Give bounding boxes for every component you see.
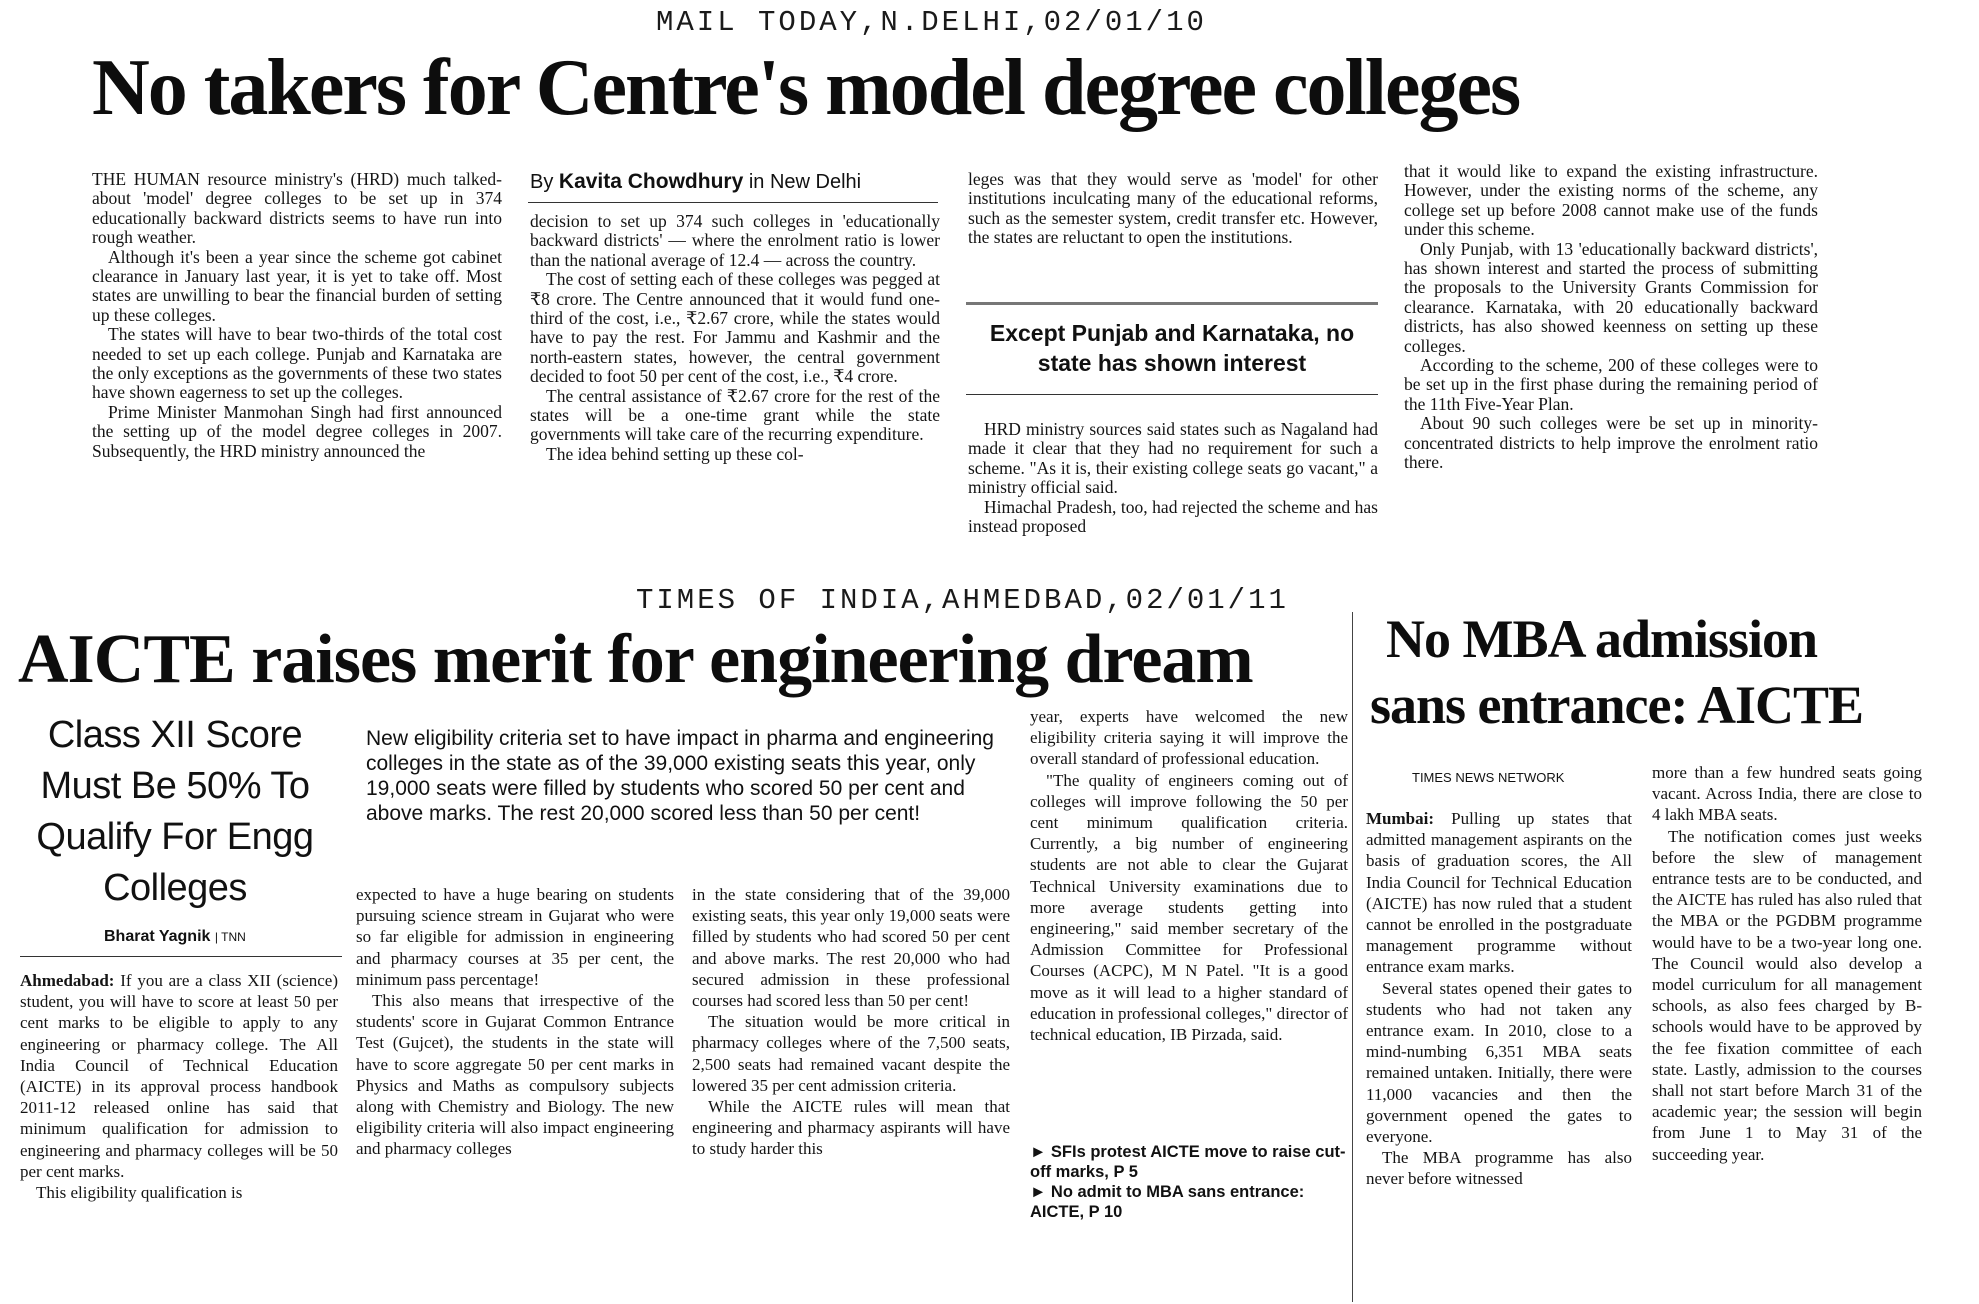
aicte-byline (104, 928, 246, 946)
mba-headline-line-2: sans entrance: AICTE (1370, 675, 1864, 735)
paragraph: Several states opened their gates to students who had not taken any entrance exam. In 2010, close to a mind-numbing 6,351 MBA seats remained untaken. Initially, there were 11,000 vacancies and then the government opened the gates to everyone. (1366, 978, 1632, 1147)
paragraph: The states will have to bear two-thirds of the total cost needed to set up each college. Punjab and Karnataka are the only exceptions as the governments of these two states have shown eagerness to set up the colleges. (92, 324, 502, 403)
paragraph: more than a few hundred seats going vacant. Across India, there are close to 4 lakh MBA seats. (1652, 763, 1922, 825)
paragraph: THE HUMAN resource ministry's (HRD) much talked-about 'model' degree colleges to be set up in 374 educationally backward districts seems to have run into rough weather. (92, 169, 502, 248)
paragraph: About 90 such colleges were be set up in minority-concentrated districts to help improve the enrolment ratio there. (1404, 413, 1818, 473)
byline-author: Kavita Chowdhury (558, 170, 744, 193)
paragraph: The MBA programme has also never before witnessed (1366, 1148, 1632, 1189)
column-divider (1352, 612, 1353, 1302)
top-byline (530, 170, 861, 194)
aicte-deck: New eligibility criteria set to have impact in pharma and engineering colleges in the state as of the 39,000 existing seats this year, only 19,000 seats were filled by students who scored 50 per cent and above marks. The rest 20,000 scored less than 50 per cent! (366, 727, 994, 825)
paragraph: expected to have a huge bearing on students pursuing science stream in Gujarat who were so far eligible for admission in engineering and pharmacy courses at 35 per cent, the minimum pass percentage! (356, 885, 674, 989)
paragraph: that it would like to expand the existing infrastructure. However, under the existing norms of the scheme, any college set up before 2008 cannot make use of the funds under this scheme. (1404, 161, 1818, 240)
class12-box: Class XII Score Must Be 50% To Qualify For Engg Colleges (36, 714, 314, 909)
aicte-dateline: TIMES OF INDIA,AHMEDBAD,02/01/11 (636, 584, 1289, 617)
aicte-related-links (1030, 1142, 1348, 1222)
mba-col-2 (1652, 762, 1922, 1165)
paragraph: Himachal Pradesh, too, had rejected the scheme and has instead proposed (968, 496, 1378, 537)
paragraph-text: If you are a class XII (science) student, you will have to score at least 50 per cent marks to be eligible to apply to any engineering or pharmacy college. The All India Council of Technical Education (AICTE) in its approval process handbook 2011-12 released online has said that minimum qualification for admission to engineering and pharmacy colleges will be 50 per cent marks. (20, 971, 339, 1181)
aicte-col-1 (20, 970, 338, 1203)
aicte-col-2 (356, 884, 674, 1160)
paragraph: Although it's been a year since the scheme got cabinet clearance in January last year, it is yet to take off. Most states are unwilling to bear the financial burden of setting up these colleges. (92, 246, 502, 325)
paragraph: decision to set up 374 such colleges in 'educationally backward districts' — where the enrolment ratio is lower than the national average of 12.4 — across the country. (530, 211, 940, 270)
related-link[interactable]: ► SFIs protest AICTE move to raise cut-off marks, P 5 (1030, 1143, 1346, 1181)
paragraph: Only Punjab, with 13 'educationally backward districts', has shown interest and started the process of submitting the proposals to the University Grants Commission for clearance. Karnataka, with 20 educationally backward districts, has also showed keenness on setting up these colleges. (1404, 238, 1818, 356)
paragraph-text: Pulling up states that admitted management aspirants on the basis of graduation scores, the All India Council for Technical Education (AICTE) has now ruled that a student cannot be enrolled in the postgraduate management programme without entrance exam marks. (1366, 809, 1632, 977)
top-col-2 (530, 212, 940, 464)
aicte-col-4 (1030, 706, 1348, 1045)
paragraph: The idea behind setting up these col- (546, 443, 804, 464)
byline-tag: | TNN (214, 930, 246, 944)
byline-suffix: in New Delhi (748, 171, 862, 193)
byline-rule (528, 202, 938, 203)
paragraph: Prime Minister Manmohan Singh had first announced the setting up of the model degree colleges in 2007. Subsequently, the HRD ministry announced the (92, 401, 502, 461)
paragraph: According to the scheme, 200 of these colleges were to be set up in the first phase during the remaining period of the 11th Five-Year Plan. (1404, 355, 1818, 414)
top-col-3-lower (968, 420, 1378, 536)
top-pullquote: Except Punjab and Karnataka, no state has shown interest (989, 320, 1355, 376)
paragraph (20, 970, 338, 1182)
paragraph: The notification comes just weeks before the slew of management entrance tests are to be conducted, and the AICTE has ruled has also ruled that the MBA or the PGDBM programme would have to be a two-year long one. The Council would also develop a model curriculum for all management schools, as also fees charged by B-schools would have to be approved by the fee fixation committee of each state. Lastly, admission to the courses shall not start before March 31 of the academic year; the session will begin from June 1 to May 31 of the succeeding year. (1652, 826, 1922, 1164)
pullquote-rule-top (966, 302, 1378, 305)
top-col-4 (1404, 162, 1818, 473)
paragraph: The central assistance of ₹2.67 crore for the rest of the states will be a one-time grant while the state governments will take care of the recurring expenditure. (530, 385, 940, 445)
paragraph: leges was that they would serve as 'model' for other institutions inculcating many of the educational reforms, such as the semester system, credit transfer etc. However, the states are reluctant to open the institutions. (968, 169, 1378, 248)
aicte-headline: AICTE raises merit for engineering dream (18, 621, 1253, 698)
paragraph: year, experts have welcomed the new eligibility criteria saying it will improve the overall standard of professional education. (1030, 707, 1348, 769)
top-col-3-upper (968, 170, 1378, 248)
pullquote-rule-bottom (966, 394, 1378, 395)
mba-agency: TIMES NEWS NETWORK (1412, 770, 1565, 785)
top-dateline: MAIL TODAY,N.DELHI,02/01/10 (656, 6, 1207, 39)
related-link[interactable]: ► No admit to MBA sans entrance: AICTE, P 10 (1030, 1183, 1305, 1221)
byline-prefix: By (530, 171, 554, 193)
top-headline: No takers for Centre's model degree colleges (92, 44, 1520, 132)
paragraph: The cost of setting each of these colleges was pegged at ₹8 crore. The Centre announced that it would fund one-third of the cost, i.e., ₹2.67 crore, while the states would have to pay the rest. For Jammu and Kashmir and the north-eastern states, however, the central government decided to foot 50 per cent of the cost, i.e., ₹4 crore. (530, 269, 940, 387)
mba-headline-line-1: No MBA admission (1386, 609, 1818, 669)
aicte-byline-rule (20, 956, 342, 957)
paragraph: in the state considering that of the 39,000 existing seats, this year only 19,000 seats were filled by students who had scored 50 per cent and above marks. The rest 20,000 who had secured admission in these professional courses had scored less than 50 per cent! (692, 885, 1010, 1011)
paragraph: HRD ministry sources said states such as Nagaland had made it clear that they had no requirement for such a scheme. "As it is, their existing college seats go vacant," a ministry official said. (968, 419, 1378, 498)
paragraph: "The quality of engineers coming out of colleges will improve following the 50 per cent minimum qualification criteria. Currently, a big number of engineering students are not able to clear the Gujarat Technical University examinations due to more average students getting into engineering," said member secretary of the Admission Committee for Professional Courses (ACPC), M N Patel. "It is a good move as it will lead to a higher standard of education in professional colleges," director of technical education, IB Pirzada, said. (1030, 770, 1348, 1045)
paragraph: This eligibility qualification is (36, 1183, 243, 1203)
aicte-col-3 (692, 884, 1010, 1160)
paragraph: The situation would be more critical in pharmacy colleges where of the 7,500 seats, 2,500 seats had remained vacant despite the lowered 35 per cent admission criteria. (692, 1012, 1010, 1095)
paragraph: This also means that irrespective of the students' score in Gujarat Common Entrance Test (Gujcet), the students in the state will have to score aggregate 50 per cent marks in Physics and Maths as compulsory subjects along with Chemistry and Biology. The new eligibility criteria will also impact engineering and pharmacy colleges (356, 991, 674, 1159)
dateplace: Mumbai: (1366, 809, 1434, 828)
mba-col-1 (1366, 808, 1632, 1190)
paragraph: While the AICTE rules will mean that engineering and pharmacy aspirants will have to study harder this (692, 1097, 1010, 1159)
byline-author: Bharat Yagnik (104, 928, 211, 945)
dateplace: Ahmedabad: (20, 971, 115, 990)
top-col-1 (92, 170, 502, 461)
paragraph (1366, 808, 1632, 978)
